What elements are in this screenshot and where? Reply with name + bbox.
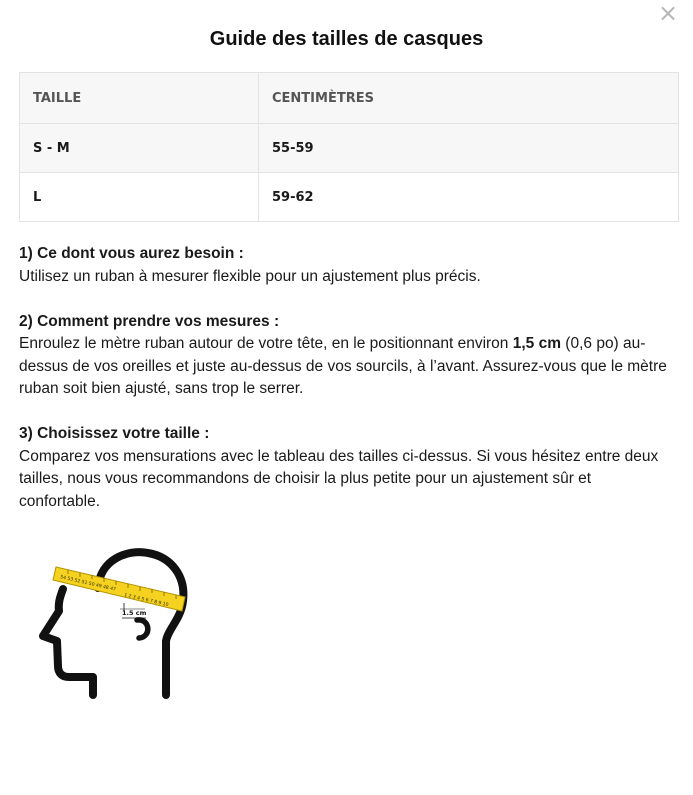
tape-numbers-right: 1 2 3 4 5 6 7 8 9 10 — [123, 593, 169, 609]
head-measurement-illustration — [38, 545, 188, 705]
cm-cell: 55-59 — [259, 124, 679, 173]
modal-title: Guide des tailles de casques — [209, 28, 484, 50]
instructions — [19, 243, 669, 536]
section-text: Comparez vos mensurations avec le tableau des tailles ci-dessus. Si vous hésitez entre deux tailles, nous vous recommandons de choisir la plus petite pour un ajustement sûr et confortable. — [19, 447, 659, 510]
section-what-you-need — [19, 243, 669, 288]
section-text-part: (0,6 po) au-dessus de vos oreilles et juste au-dessus de vos sourcils, à l’avant. Assurez-vous que le mètre ruban soit bien ajusté, sans trop le serrer. — [19, 335, 667, 397]
measurement-highlight: 1,5 cm — [512, 335, 561, 352]
column-header-size: TAILLE — [20, 73, 259, 124]
section-heading: 1) Ce dont vous aurez besoin : — [19, 245, 244, 262]
table-row — [20, 173, 679, 222]
close-button[interactable] — [657, 0, 679, 27]
close-icon: × — [657, 0, 679, 27]
size-cell: S - M — [20, 124, 259, 173]
section-text — [19, 333, 669, 401]
section-text: Utilisez un ruban à mesurer flexible pour un ajustement plus précis. — [19, 267, 481, 285]
section-text-part: Enroulez le mètre ruban autour de votre tête, en le positionnant environ — [19, 335, 513, 352]
column-header-cm: CENTIMÈTRES — [259, 73, 679, 124]
measuring-tape-icon — [53, 567, 185, 611]
table-header-row — [20, 73, 679, 124]
offset-label: 1.5 cm — [122, 609, 147, 617]
section-heading: 2) Comment prendre vos mesures : — [19, 312, 280, 330]
size-table — [19, 72, 679, 222]
size-cell: L — [20, 173, 259, 222]
section-choose-size — [19, 423, 669, 513]
cm-cell: 59-62 — [259, 173, 679, 222]
table-row — [20, 124, 679, 173]
section-how-to-measure — [19, 311, 669, 401]
offset-marker — [120, 603, 147, 618]
tape-numbers-left: 54 53 52 51 50 49 48 47 — [59, 575, 117, 593]
section-heading: 3) Choisissez votre taille : — [19, 425, 210, 442]
